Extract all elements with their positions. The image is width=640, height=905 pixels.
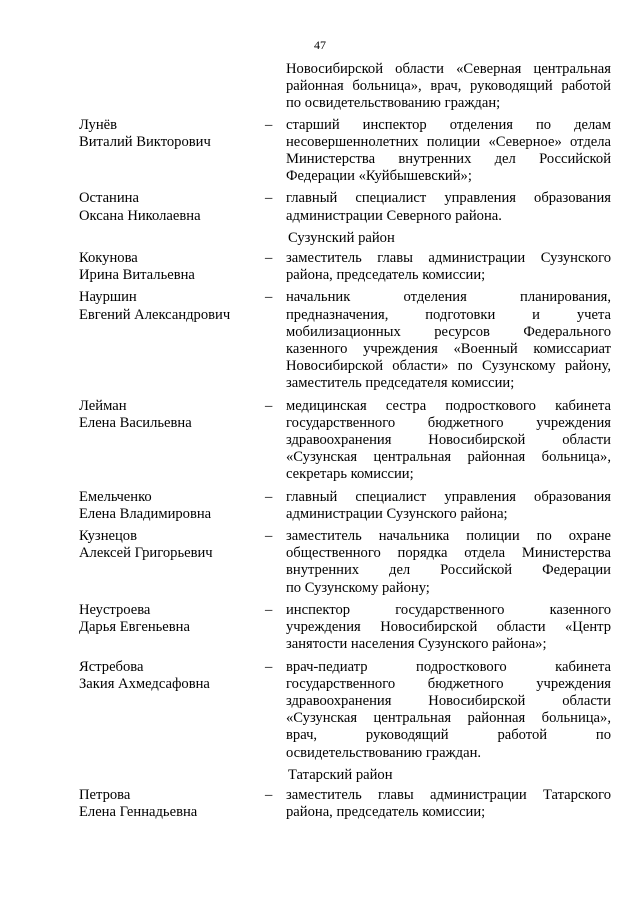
description-line: районная больница», врач, руководящий работой: [286, 78, 611, 95]
description-line: освидетельствованию граждан.: [286, 744, 482, 761]
member-role: [286, 190, 611, 224]
description-line: Министерства внутренних дел Российской: [286, 151, 611, 168]
member-role: [286, 787, 611, 821]
member-surname: Науршин: [79, 289, 137, 306]
member-name: [79, 190, 254, 224]
description-line: заместитель начальника полиции по охране: [286, 528, 611, 545]
description-line: медицинская сестра подросткового кабинета: [286, 397, 611, 414]
description-line: главный специалист управления образования: [286, 488, 611, 505]
description-line: инспектор государственного казенного: [286, 601, 611, 618]
description-line: здравоохранения Новосибирской области: [286, 432, 611, 449]
member-entry: [0, 250, 640, 284]
description-line: казенного учреждения «Военный комиссариат: [286, 341, 611, 358]
member-surname: Лейман: [79, 397, 127, 414]
description-line: врач-педиатр подросткового кабинета: [286, 658, 611, 675]
entry-dash: –: [265, 190, 273, 207]
member-given-names: Елена Васильевна: [79, 414, 192, 431]
description-line: мобилизационных ресурсов Федерального: [286, 323, 611, 340]
entry-dash: –: [265, 658, 273, 675]
member-entry: [0, 289, 640, 392]
member-role: [286, 289, 611, 392]
entry-dash: –: [265, 601, 273, 618]
description-line: главный специалист управления образования: [286, 190, 611, 207]
continuation-entry: [0, 61, 640, 113]
commission-list: [0, 61, 640, 826]
continuation-text: [286, 61, 611, 113]
member-entry: [0, 489, 640, 523]
description-line: внутренних дел Российской Федерации: [286, 562, 611, 579]
description-line: заместитель главы администрации Татарского: [286, 786, 611, 803]
description-line: заместитель главы администрации Сузунского: [286, 250, 611, 267]
member-role: [286, 602, 611, 654]
member-surname: Емельченко: [79, 488, 152, 505]
description-line: общественного порядка отдела Министерства: [286, 545, 611, 562]
member-name: [79, 117, 254, 151]
member-given-names: Елена Геннадьевна: [79, 804, 198, 821]
member-role: [286, 398, 611, 484]
member-entry: [0, 659, 640, 762]
entry-dash: –: [265, 488, 273, 505]
member-entry: [0, 528, 640, 597]
member-given-names: Алексей Григорьевич: [79, 545, 213, 562]
description-line: района, председатель комиссии;: [286, 267, 486, 284]
member-surname: Останина: [79, 190, 139, 207]
description-line: старший инспектор отделения по делам: [286, 116, 611, 133]
description-line: государственного бюджетного учреждения: [286, 414, 611, 431]
description-line: предназначения, подготовки и учета: [286, 306, 611, 323]
member-entry: [0, 787, 640, 821]
entry-dash: –: [265, 250, 273, 267]
member-role: [286, 117, 611, 186]
member-name: [79, 489, 254, 523]
member-given-names: Елена Владимировна: [79, 505, 212, 522]
entry-dash: –: [265, 397, 273, 414]
page-number: 47: [314, 38, 326, 52]
member-role: [286, 250, 611, 284]
member-entry: [0, 190, 640, 224]
description-line: «Сузунская центральная районная больница»,: [286, 710, 611, 727]
description-line: «Сузунская центральная районная больница»,: [286, 449, 611, 466]
description-line: начальник отделения планирования,: [286, 289, 611, 306]
entry-dash: –: [265, 528, 273, 545]
description-line: по освидетельствованию граждан;: [286, 95, 501, 112]
description-line: заместитель председателя комиссии;: [286, 375, 515, 392]
description-line: администрации Сузунского района;: [286, 505, 508, 522]
description-line: здравоохранения Новосибирской области: [286, 692, 611, 709]
description-line: государственного бюджетного учреждения: [286, 675, 611, 692]
member-entry: [0, 117, 640, 186]
description-line: администрации Северного района.: [286, 207, 502, 224]
member-given-names: Ирина Витальевна: [79, 267, 195, 284]
member-name: [79, 250, 254, 284]
member-role: [286, 489, 611, 523]
member-surname: Кокунова: [79, 250, 138, 267]
description-line: Федерации «Куйбышевский»;: [286, 168, 472, 185]
description-line: несовершеннолетних полиции «Северное» отдела: [286, 133, 611, 150]
member-role: [286, 528, 611, 597]
member-surname: Кузнецов: [79, 528, 137, 545]
description-line: учреждения Новосибирской области «Центр: [286, 619, 611, 636]
member-given-names: Оксана Николаевна: [79, 207, 201, 224]
member-given-names: Виталий Викторович: [79, 133, 211, 150]
section-heading: Сузунский район: [288, 229, 395, 246]
entry-dash: –: [265, 289, 273, 306]
description-line: занятости населения Сузунского района»;: [286, 636, 547, 653]
member-surname: Ястребова: [79, 658, 144, 675]
entry-dash: –: [265, 116, 273, 133]
member-given-names: Закия Ахмедсафовна: [79, 675, 210, 692]
member-name: [79, 398, 254, 432]
member-surname: Петрова: [79, 786, 131, 803]
member-surname: Лунёв: [79, 116, 118, 133]
member-name: [79, 659, 254, 693]
description-line: Новосибирской области» по Сузунскому району,: [286, 358, 611, 375]
member-role: [286, 659, 611, 762]
description-line: района, председатель комиссии;: [286, 804, 486, 821]
member-name: [79, 787, 254, 821]
member-name: [79, 528, 254, 562]
member-given-names: Евгений Александрович: [79, 306, 231, 323]
member-name: [79, 289, 254, 323]
description-line: врач, руководящий работой по: [286, 727, 611, 744]
description-line: Новосибирской области «Северная центральная: [286, 61, 611, 77]
description-line: секретарь комиссии;: [286, 466, 414, 483]
member-entry: [0, 398, 640, 484]
member-name: [79, 602, 254, 636]
section-heading: Татарский район: [288, 766, 393, 783]
member-entry: [0, 602, 640, 654]
member-given-names: Дарья Евгеньевна: [79, 619, 190, 636]
member-surname: Неустроева: [79, 601, 151, 618]
description-line: по Сузунскому району;: [286, 579, 430, 596]
entry-dash: –: [265, 786, 273, 803]
